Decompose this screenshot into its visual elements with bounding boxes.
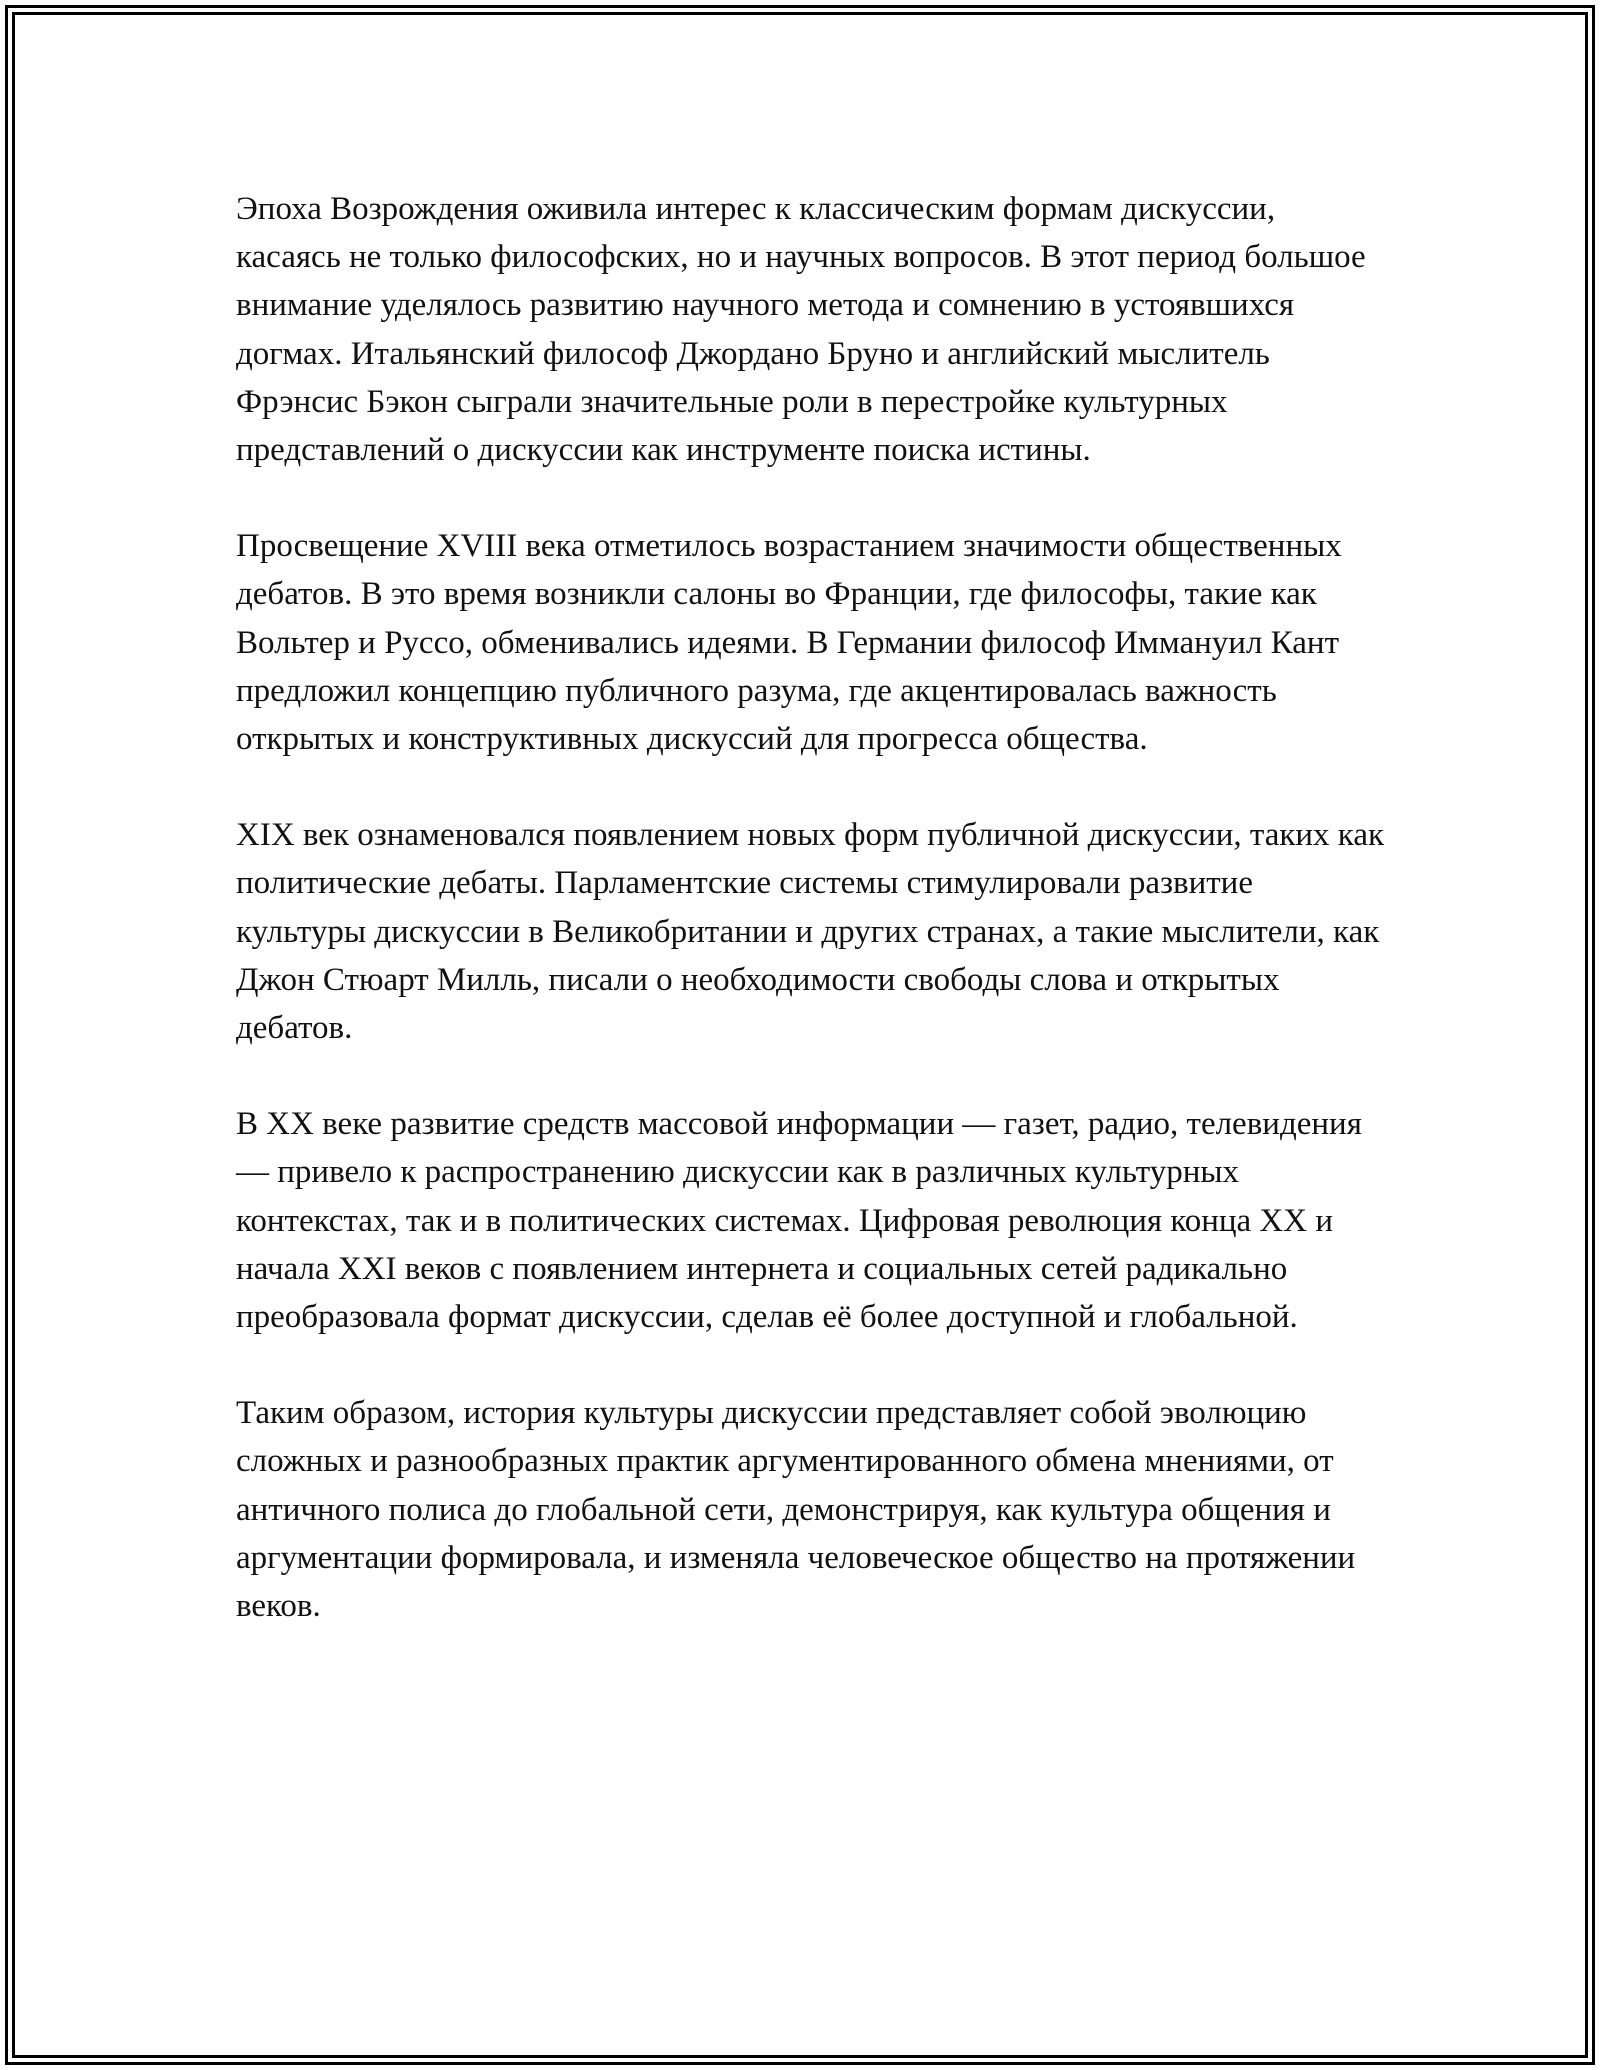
paragraph-19th-century: XIX век ознаменовался появлением новых форм публичной дискуссии, таких как политические дебаты. Парламентские системы стимулировали развитие культуры дискуссии в Великобритании и других странах, а такие мыслители, как Джон Стюарт Милль, писали о необходимости свободы слова и открытых дебатов. xyxy=(236,817,1385,1047)
document-body xyxy=(236,185,1386,1678)
paragraph-enlightenment: Просвещение XVIII века отметилось возрастанием значимости общественных дебатов. В это время возникли салоны во Франции, где философы, такие как Вольтер и Руссо, обменивались идеями. В Германии философ Иммануил Кант предложил концепцию публичного разума, где акцентировалась важность открытых и конструктивных дискуссий для прогресса общества. xyxy=(236,528,1342,758)
paragraph-20th-century: В XX веке развитие средств массовой информации — газет, радио, телевидения — привело к распространению дискуссии как в различных культурных контекстах, так и в политических системах. Цифровая революция конца XX и начала XXI веков с появлением интернета и социальных сетей радикально преобразовала формат дискуссии, сделав её более доступной и глобальной. xyxy=(236,1106,1362,1336)
paragraph-conclusion: Таким образом, история культуры дискуссии представляет собой эволюцию сложных и разнообразных практик аргументированного обмена мнениями, от античного полиса до глобальной сети, демонстрируя, как культура общения и аргументации формировала, и изменяла человеческое общество на протяжении веков. xyxy=(236,1395,1356,1625)
paragraph-renaissance: Эпоха Возрождения оживила интерес к классическим формам дискуссии, касаясь не только философских, но и научных вопросов. В этот период большое внимание уделялось развитию научного метода и сомнению в устоявшихся догмах. Итальянский философ Джордано Бруно и английский мыслитель Фрэнсис Бэкон сыграли значительные роли в перестройке культурных представлений о дискуссии как инструменте поиска истины. xyxy=(236,191,1366,469)
